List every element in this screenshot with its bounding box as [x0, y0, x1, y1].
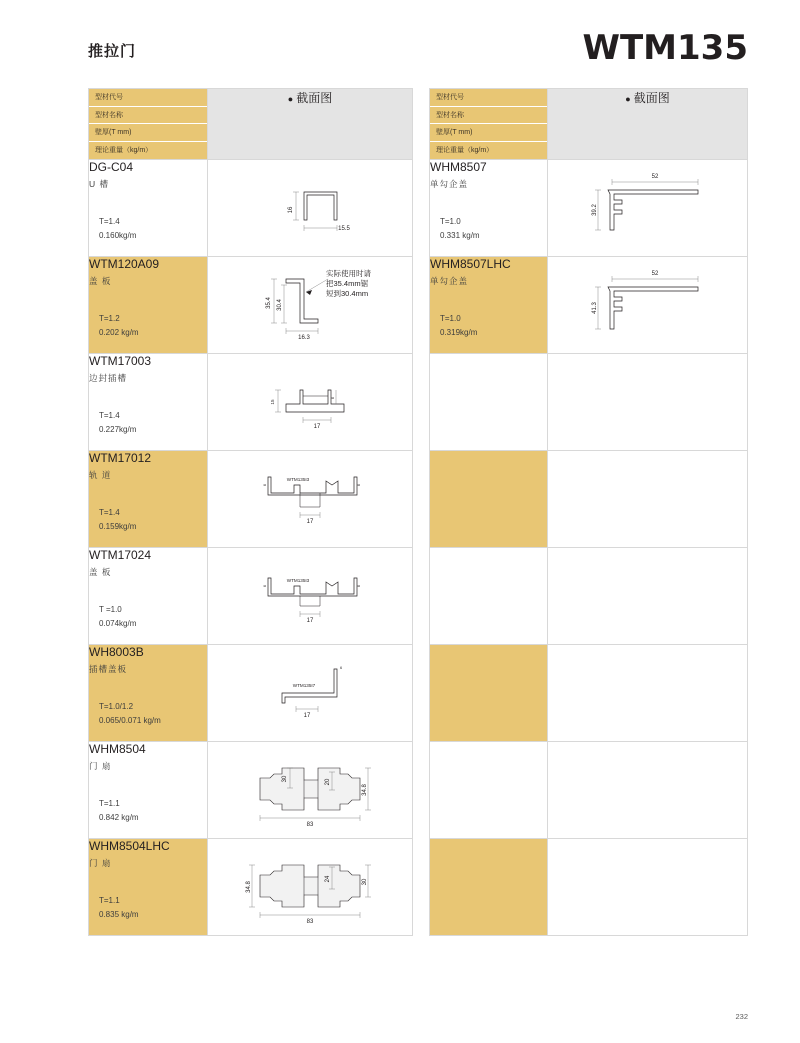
table-row	[430, 451, 748, 548]
profile-weight: 0.331 kg/m	[440, 231, 480, 240]
profile-code: WTM17012	[89, 451, 152, 465]
profile-drawing	[208, 354, 413, 451]
head-label-thickness: 壁厚(T mm)	[430, 124, 547, 142]
head-label-code: 型材代号	[430, 89, 547, 107]
profile-info	[89, 548, 208, 645]
profile-table-left	[88, 88, 413, 936]
table-row	[89, 742, 413, 839]
profile-drawing	[208, 645, 413, 742]
profile-drawing	[208, 451, 413, 548]
page-title: 推拉门	[88, 43, 137, 60]
svg-text:6: 6	[263, 584, 267, 588]
profile-thickness: T=1.0/1.2	[99, 702, 134, 711]
profile-drawing-empty	[548, 742, 748, 839]
profile-code: DG-C04	[89, 160, 134, 174]
profile-drawing-empty	[548, 354, 748, 451]
profile-info	[89, 839, 208, 936]
head-label-thickness: 壁厚(T mm)	[89, 124, 207, 142]
profile-thickness: T=1.1	[99, 799, 120, 808]
svg-text:15.5: 15.5	[338, 226, 350, 232]
table-row	[430, 645, 748, 742]
profile-thickness: T =1.0	[99, 605, 122, 614]
svg-text:34.8: 34.8	[362, 784, 368, 796]
svg-text:30: 30	[282, 775, 288, 783]
head-label-name: 型材名称	[89, 107, 207, 125]
profile-info-empty	[430, 354, 548, 451]
profile-name: 边封插槽	[89, 373, 128, 383]
profile-info	[430, 160, 548, 257]
svg-text:6: 6	[357, 483, 361, 487]
svg-text:83: 83	[306, 919, 314, 925]
profile-thickness: T=1.0	[440, 217, 461, 226]
profile-info-empty	[430, 548, 548, 645]
profile-drawing-empty	[548, 451, 748, 548]
table-row	[89, 645, 413, 742]
profile-info	[89, 742, 208, 839]
profile-weight: 0.065/0.071 kg/m	[99, 716, 161, 725]
profile-weight: 0.319kg/m	[440, 328, 478, 337]
svg-text:6: 6	[357, 584, 361, 588]
profile-thickness: T=1.0	[440, 314, 461, 323]
head-label-name: 型材名称	[430, 107, 547, 125]
profile-code: WHM8504	[89, 742, 146, 756]
svg-text:39.2: 39.2	[592, 204, 599, 216]
profile-weight: 0.074kg/m	[99, 619, 137, 628]
profile-code: WH8003B	[89, 645, 144, 659]
svg-text:17: 17	[306, 618, 314, 624]
profile-info	[89, 257, 208, 354]
profile-name: 盖 板	[89, 567, 112, 577]
table-row	[430, 257, 748, 354]
profile-info-empty	[430, 839, 548, 936]
table-row	[89, 160, 413, 257]
table-row	[430, 160, 748, 257]
head-label-weight: 理论重量（kg/m）	[436, 146, 494, 154]
svg-text:83: 83	[306, 822, 314, 828]
profile-code: WTM17024	[89, 548, 152, 562]
page-number: 232	[735, 1012, 748, 1021]
profile-thickness: T=1.1	[99, 896, 120, 905]
svg-text:30.4: 30.4	[277, 299, 283, 311]
profile-note: 实际使用时请 把35.4mm锯 短到30.4mm	[326, 269, 371, 298]
profile-drawing-empty	[548, 645, 748, 742]
profile-info-empty	[430, 742, 548, 839]
profile-drawing	[548, 257, 748, 354]
table-head-row	[430, 89, 748, 160]
svg-text:16.3: 16.3	[298, 335, 310, 341]
svg-text:24: 24	[325, 875, 331, 883]
profile-drawing-empty	[548, 839, 748, 936]
profile-name: 门 扇	[89, 858, 112, 868]
svg-text:34.8: 34.8	[246, 881, 252, 893]
svg-text:6: 6	[263, 483, 267, 487]
svg-text:52: 52	[651, 174, 659, 180]
profile-info	[89, 160, 208, 257]
profile-stamp: WTM135I3	[286, 477, 310, 482]
svg-text:16: 16	[288, 206, 294, 214]
profile-info-empty	[430, 645, 548, 742]
profile-drawing	[208, 160, 413, 257]
svg-text:17: 17	[303, 713, 311, 719]
head-labels	[430, 89, 548, 160]
svg-text:41.3: 41.3	[592, 302, 599, 314]
svg-text:17: 17	[306, 519, 314, 525]
table-row	[89, 548, 413, 645]
svg-text:17: 17	[313, 424, 321, 430]
profile-info	[89, 451, 208, 548]
profile-name: 单勾企盖	[430, 179, 469, 189]
head-label-weight: 理论重量（kg/m）	[95, 146, 153, 154]
table-row	[430, 354, 748, 451]
profile-code: WHM8507LHC	[430, 257, 511, 271]
profile-code: WTM17003	[89, 354, 152, 368]
profile-stamp: WTM135I7	[292, 683, 316, 688]
profile-name: 门 扇	[89, 761, 112, 771]
series-code: WTM135	[582, 28, 748, 68]
profile-thickness: T=1.4	[99, 411, 120, 420]
profile-info	[89, 354, 208, 451]
profile-drawing	[208, 257, 413, 354]
svg-text:35.4: 35.4	[266, 297, 272, 309]
table-row	[430, 839, 748, 936]
svg-text:30: 30	[362, 878, 368, 886]
head-labels	[89, 89, 208, 160]
svg-text:15: 15	[270, 399, 275, 405]
profile-thickness: T=1.2	[99, 314, 120, 323]
table-row	[89, 451, 413, 548]
head-section-drawing	[548, 89, 748, 160]
profile-drawing	[548, 160, 748, 257]
page-header	[0, 28, 800, 74]
profile-name: U 槽	[89, 179, 110, 189]
svg-text:6: 6	[339, 666, 343, 670]
profile-weight: 0.227kg/m	[99, 425, 137, 434]
profile-thickness: T=1.4	[99, 217, 120, 226]
profile-thickness: T=1.4	[99, 508, 120, 517]
profile-drawing	[208, 839, 413, 936]
profile-weight: 0.835 kg/m	[99, 910, 139, 919]
profile-name: 插槽盖板	[89, 664, 128, 674]
profile-name: 单勾企盖	[430, 276, 469, 286]
profile-code: WTM120A09	[89, 257, 160, 271]
profile-code: WHM8507	[430, 160, 487, 174]
bullet-icon: ●	[625, 93, 631, 104]
profile-drawing	[208, 742, 413, 839]
profile-name: 轨 道	[89, 470, 112, 480]
profile-stamp: WTM135I3	[286, 578, 310, 583]
profile-weight: 0.842 kg/m	[99, 813, 139, 822]
profile-weight: 0.159kg/m	[99, 522, 137, 531]
table-head-row	[89, 89, 413, 160]
svg-text:20: 20	[325, 778, 331, 786]
head-label-code: 型材代号	[89, 89, 207, 107]
profile-drawing-empty	[548, 548, 748, 645]
profile-info-empty	[430, 451, 548, 548]
profile-name: 盖 板	[89, 276, 112, 286]
profile-code: WHM8504LHC	[89, 839, 170, 853]
profile-weight: 0.160kg/m	[99, 231, 137, 240]
svg-text:52: 52	[651, 271, 659, 277]
head-section-label: 截面图	[633, 91, 670, 105]
svg-text:6: 6	[331, 396, 335, 400]
table-row	[89, 354, 413, 451]
table-row	[89, 839, 413, 936]
profile-weight: 0.202 kg/m	[99, 328, 139, 337]
profile-table-right	[429, 88, 748, 936]
table-row	[430, 742, 748, 839]
profile-info	[430, 257, 548, 354]
table-row	[89, 257, 413, 354]
profile-drawing	[208, 548, 413, 645]
bullet-icon: ●	[287, 93, 294, 104]
profile-info	[89, 645, 208, 742]
table-row	[430, 548, 748, 645]
head-section-drawing	[208, 89, 413, 160]
head-section-label: 截面图	[296, 91, 333, 105]
